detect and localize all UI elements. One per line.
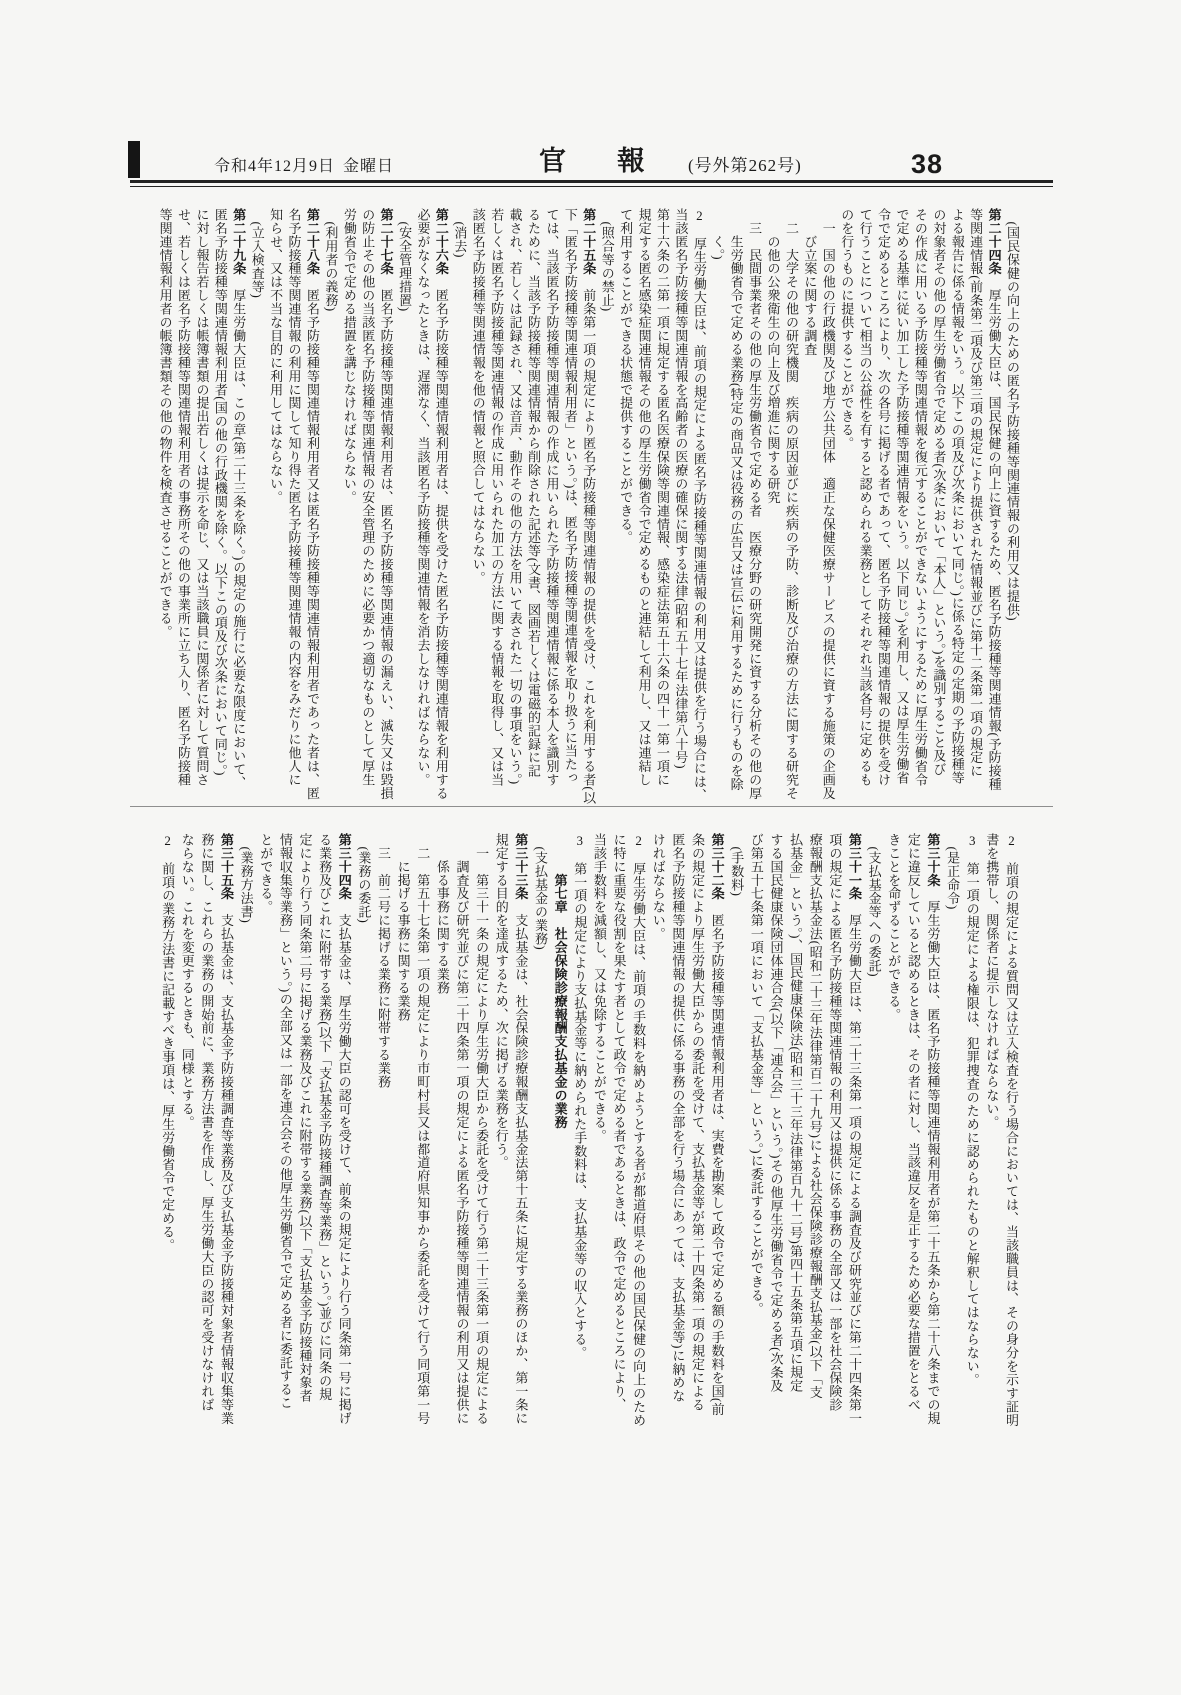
text-column: 等関連情報(前条第二項及び第三項の規定により提供された情報並びに第十二条第一項の規定に [968, 208, 984, 778]
gazette-title: 官報 [538, 146, 696, 176]
text-column: 載され、若しくは記録され、又は音声、動作その他の方法を用いて表された一切の事項をいう。) [507, 208, 523, 785]
text-column: 第三十一条 厚生労働大臣は、第二十三条第一項の規定による調査及び研究並びに第二十四条第一 [847, 833, 862, 1425]
text-column: のを行うものに提供することができる。 [839, 208, 855, 451]
text-column: て利用することができる状態で提供することができる。 [618, 208, 634, 545]
text-column: 第二十四条 厚生労働大臣は、国民保健の向上に資するため、匿名予防接種等関連情報(予防接種 [986, 208, 1002, 792]
text-column: (立入検査等) [249, 208, 265, 299]
text-column: で定める基準に従い加工した予防接種等関連情報をいう。以下同じ。)を利用し、又は厚生労働省 [894, 208, 910, 785]
text-column: 2 厚生労働大臣は、前項の規定による匿名予防接種等関連情報の利用又は提供を行う場合には、 [691, 208, 707, 802]
text-column: 第七章 社会保険診療報酬支払基金の業務 [552, 833, 568, 1129]
text-column: (国民保健の向上のための匿名予防接種等関連情報の利用又は提供) [1005, 208, 1020, 622]
text-column: 情報収集等業務」という。)の全部又は一部を連合会その他厚生労働省令で定める者に委託するこ [277, 833, 293, 1410]
text-column: 務に関し、これらの業務の開始前に、業務方法書を作成し、厚生労働大臣の認可を受けなければ [199, 833, 215, 1412]
text-column: 必要がなくなったときは、遅滞なく、当該匿名予防接種等関連情報を消去しなければならない。 [415, 208, 431, 787]
text-column: 当該匿名予防接種等関連情報を高齢者の医療の確保に関する法律(昭和五十七年法律第八十号) [673, 208, 689, 770]
text-column: 第三十三条 支払基金は、社会保険診療報酬支払基金法第十五条に規定する業務のほか、第一条に [513, 833, 529, 1425]
text-column: の他の公衆衛生の向上及び増進に関する研究 [765, 208, 781, 504]
text-column: 労働省令で定める措置を講じなければならない。 [341, 208, 357, 504]
text-column: せ、若しくは匿名予防接種等関連情報利用者の事務所その他の事業所に立ち入り、匿名予防接種 [176, 208, 192, 787]
text-column: とができる。 [258, 833, 274, 914]
gazette-weekday: 金曜日 [343, 158, 395, 175]
masthead-rule-thick [130, 180, 1053, 183]
text-column: の対象者その他の厚生労働省令で定める者(次条において「本人」という。)を識別すること及び [931, 208, 947, 776]
text-column: (消去) [452, 208, 468, 258]
text-column: に掲げる事務に関する業務 [395, 833, 411, 1022]
text-column: ければならない。 [650, 833, 666, 941]
text-column: 生労働省令で定める業務(特定の商品又は役務の広告又は宣伝に利用するために行うものを除 [728, 208, 744, 792]
text-column: 該匿名予防接種等関連情報を他の情報と照合してはならない。 [470, 208, 486, 585]
text-column: 2 前項の規定による質問又は立入検査を行う場合においては、当該職員は、その身分を示す証明 [1004, 833, 1019, 1427]
text-column: 払基金」という。)、国民健康保険法(昭和三十三年法律第百九十二号)第四十五条第五項に規定 [788, 833, 804, 1393]
text-column: よる報告に係る情報をいう。以下この項及び次条において同じ。)に係る特定の定期の予防接種等 [949, 208, 965, 785]
text-column: 等関連情報利用者の帳簿書類その他の物件を検査させることができる。 [157, 208, 173, 639]
text-column: 二 大学その他の研究機関 疾病の原因並びに疾病の予防、診断及び治療の方法に関する研究そ [783, 208, 799, 800]
text-column: ならない。これを変更するときも、同様とする。 [179, 833, 195, 1129]
text-column: る業務及びこれに附帯する業務(以下「支払基金予防接種調査等業務」という。)並びに同条の規 [317, 833, 333, 1401]
text-column: 一 国の他の行政機関及び地方公共団体 適正な保健医療サービスの提供に資する施策の企画及 [820, 208, 836, 800]
text-column: (業務の委託) [356, 833, 372, 924]
text-column: 規定する目的を達成するため、次に掲げる業務を行う。 [493, 833, 509, 1170]
text-column: 二 第五十七条第一項の規定により市町村長又は都道府県知事から委託を受けて行う同項第一号 [415, 833, 431, 1425]
text-column: 三 前二号に掲げる業務に附帯する業務 [376, 833, 391, 1089]
text-column: 3 第一項の規定により支払基金等に納められた手数料は、支払基金等の収入とする。 [572, 833, 588, 1360]
text-column: (是正命令) [945, 833, 961, 910]
text-column: する国民健康保険団体連合会(以下「連合会」という。)その他厚生労働省令で定める者(次条及 [768, 833, 784, 1393]
masthead-rule-thin [130, 186, 1053, 187]
text-column: 2 厚生労働大臣は、前項の手数料を納めようとする者が都道府県その他の国民保健の向上のため [631, 833, 647, 1427]
text-column: 若しくは匿名予防接種等関連情報の作成に用いられた加工の方法に関する情報を取得し、又は当 [489, 208, 505, 787]
date-text: 令和4年12月9日 [214, 158, 336, 175]
text-column: きことを命ずることができる。 [886, 833, 902, 1022]
gazette-date [214, 153, 394, 176]
text-column: に特に重要な役割を果たす者として政令で定める者であるときは、政令で定めるところにより、 [611, 833, 627, 1412]
masthead [130, 138, 1053, 180]
text-column: 第二十九条 厚生労働大臣は、この章(第二十三条を除く。)の規定の施行に必要な限度において、 [231, 208, 247, 790]
top-text-band [155, 208, 1021, 804]
text-column: (手数料) [729, 833, 745, 897]
text-column: 一 第三十一条の規定により厚生労働大臣から委託を受けて行う第二十三条第一項の規定による [474, 833, 490, 1425]
gazette-issue-number: (号外第262号) [688, 156, 802, 175]
text-column: (支払基金等への委託) [866, 833, 882, 978]
text-column: (照合等の禁止) [599, 208, 615, 312]
text-column: 条の規定により厚生労働大臣からの委託を受けて、支払基金等が第二十四条第一項の規定による [690, 833, 705, 1412]
page-number: 38 [910, 149, 943, 179]
band-separator-rule [130, 806, 1053, 807]
text-column: び立案に関する調査 [802, 208, 818, 356]
text-column: 定により行う同条第二号に掲げる業務及びこれに附帯する業務(以下「支払基金予防接種対象者 [297, 833, 313, 1403]
text-column: 療報酬支払基金法(昭和二十三年法律第百二十九号)による社会保険診療報酬支払基金(以下「支 [807, 833, 823, 1399]
text-column: 規定する匿名感染症関連情報その他の厚生労働省令で定めるものと連結して利用し、又は連結し [636, 208, 652, 787]
text-column: ては、当該匿名予防接種等関連情報の作成に用いられた予防接種等関連情報に係る本人を識別す [544, 208, 560, 787]
text-column: (安全管理措置) [397, 208, 413, 312]
text-column: て行うことについて相当の公益性を有すると認められる業務としてそれぞれ当該各号に定めるも [857, 208, 873, 787]
text-column: 当該手数料を減額し、又は免除することができる。 [591, 833, 607, 1143]
text-column: 匿名予防接種等関連情報の提供に係る事務の全部を行う場合にあっては、支払基金等)に納めな [670, 833, 686, 1403]
text-column: に対し報告若しくは帳簿書類の提出若しくは提示を命じ、又は当該職員に関係者に対して質問さ [194, 208, 210, 787]
text-column: 第三十条 厚生労働大臣は、匿名予防接種等関連情報利用者が第二十五条から第二十八条までの規 [925, 833, 941, 1425]
text-column: く。) [710, 208, 726, 261]
bottom-text-band [157, 833, 1021, 1429]
text-column: 第二十七条 匿名予防接種等関連情報利用者は、匿名予防接種等関連情報の漏えい、滅失又は毀損 [378, 208, 394, 800]
text-column: 定に違反していると認めるときは、その者に対し、当該違反を是正するため必要な措置をとるべ [905, 833, 921, 1412]
text-column: その作成に用いる予防接種等関連情報を復元することができないようにするために厚生労働省令 [912, 208, 928, 787]
text-column: るために、当該予防接種等関連情報から削除された記述等(文書、図画若しくは電磁的記録に記 [526, 208, 542, 778]
text-column: 2 前項の業務方法書に記載すべき事項は、厚生労働省令で定める。 [160, 833, 176, 1252]
text-column: 第三十二条 匿名予防接種等関連情報利用者は、実費を勘案して政令で定める額の手数料を国(前 [709, 833, 725, 1417]
text-column: 書を携帯し、関係者に提示しなければならない。 [984, 833, 1000, 1129]
text-column: 匿名予防接種等関連情報利用者(国の他の行政機関を除く。以下この項及び次条において同じ。) [212, 208, 228, 776]
text-column: 第二十六条 匿名予防接種等関連情報利用者は、提供を受けた匿名予防接種等関連情報を利用する [433, 208, 449, 800]
text-column: 知らせ、又は不当な目的に利用してはならない。 [268, 208, 284, 504]
text-column: 第三十四条 支払基金は、厚生労働大臣の認可を受けて、前条の規定により行う同条第一号に掲げ [336, 833, 352, 1425]
text-column: 第二十五条 前条第一項の規定により匿名予防接種等関連情報の提供を受け、これを利用する者(以 [581, 208, 597, 805]
text-column: 下「匿名予防接種等関連情報利用者」という。)は、匿名予防接種等関連情報を取り扱うに当たっ [562, 208, 578, 785]
text-column: (利用者の義務) [323, 208, 339, 312]
text-column: 令で定めるところにより、次の各号に掲げる者であって、匿名予防接種等関連情報の提供を受け [876, 208, 892, 787]
text-column: 三 民間事業者その他の厚生労働省令で定める者 医療分野の研究開発に資する分析その他の厚 [747, 208, 763, 800]
text-column: 3 第一項の規定による権限は、犯罪捜査のために認められたものと解釈してはならない。 [964, 833, 980, 1387]
text-column: 第三十五条 支払基金は、支払基金予防接種調査等業務及び支払基金予防接種対象者情報収集等業 [219, 833, 234, 1425]
text-column: 名予防接種等関連情報の利用に関して知り得た匿名予防接種等関連情報の内容をみだりに他人に [286, 208, 302, 787]
text-column: (業務方法書) [238, 833, 254, 924]
text-column: 係る事務に関する業務 [434, 833, 450, 995]
text-column: 第二十八条 匿名予防接種等関連情報利用者又は匿名予防接種等関連情報利用者であった者は、匿 [304, 208, 320, 800]
text-column: 第十六条の二第一項に規定する匿名医療保険等関連情報、感染症法第五十六条の四十一第一項に [654, 208, 670, 787]
text-column: (支払基金の業務) [533, 833, 548, 951]
text-column: び第五十七条第一項において「支払基金等」という。)に委託することができる。 [748, 833, 764, 1316]
text-column: の防止その他の当該匿名予防接種等関連情報の安全管理のために必要かつ適切なものとして厚生 [360, 208, 376, 787]
text-column: 調査及び研究並びに第二十四条第一項の規定による匿名予防接種等関連情報の利用又は提供に [454, 833, 470, 1425]
text-column: 項の規定による匿名予防接種等関連情報の利用又は提供に係る事務の全部又は一部を社会保険診 [827, 833, 843, 1412]
